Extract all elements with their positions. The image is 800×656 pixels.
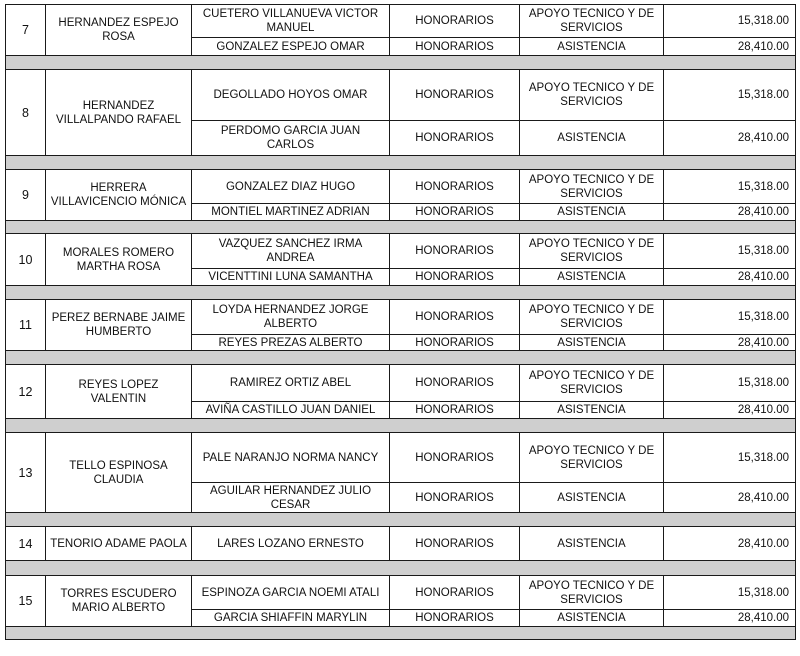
table-row [6, 433, 796, 483]
payment-concept: APOYO TECNICO Y DE SERVICIOS [520, 170, 664, 204]
assistant-name: VAZQUEZ SANCHEZ IRMA ANDREA [192, 234, 390, 269]
assistant-name: PALE NARANJO NORMA NANCY [192, 433, 390, 483]
separator-bar [6, 561, 796, 576]
payment-amount: 28,410.00 [664, 38, 796, 56]
payment-amount: 28,410.00 [664, 204, 796, 221]
table-row [6, 170, 796, 204]
representative-name: MORALES ROMERO MARTHA ROSA [46, 234, 192, 286]
contract-type: HONORARIOS [390, 5, 520, 38]
assistant-name: MONTIEL MARTINEZ ADRIAN [192, 204, 390, 221]
separator-bar [6, 156, 796, 170]
payment-amount: 15,318.00 [664, 5, 796, 38]
payment-concept: APOYO TECNICO Y DE SERVICIOS [520, 576, 664, 610]
payment-concept: ASISTENCIA [520, 38, 664, 56]
representative-name: HERNANDEZ VILLALPANDO RAFAEL [46, 70, 192, 156]
payment-amount: 28,410.00 [664, 402, 796, 419]
contract-type: HONORARIOS [390, 38, 520, 56]
contract-type: HONORARIOS [390, 365, 520, 402]
payment-amount: 15,318.00 [664, 365, 796, 402]
payment-amount: 15,318.00 [664, 300, 796, 335]
contract-type: HONORARIOS [390, 610, 520, 627]
payroll-table [5, 4, 796, 640]
table-row [6, 234, 796, 269]
contract-type: HONORARIOS [390, 402, 520, 419]
payment-amount: 15,318.00 [664, 234, 796, 269]
assistant-name: DEGOLLADO HOYOS OMAR [192, 70, 390, 121]
payment-concept: ASISTENCIA [520, 269, 664, 286]
payment-concept: ASISTENCIA [520, 527, 664, 561]
assistant-name: REYES PREZAS ALBERTO [192, 335, 390, 351]
assistant-name: LARES LOZANO ERNESTO [192, 527, 390, 561]
assistant-name: GONZALEZ DIAZ HUGO [192, 170, 390, 204]
representative-name: HERNANDEZ ESPEJO ROSA [46, 5, 192, 56]
payment-concept: APOYO TECNICO Y DE SERVICIOS [520, 300, 664, 335]
representative-name: TENORIO ADAME PAOLA [46, 527, 192, 561]
contract-type: HONORARIOS [390, 204, 520, 221]
assistant-name: LOYDA HERNANDEZ JORGE ALBERTO [192, 300, 390, 335]
group-number: 11 [6, 300, 46, 351]
representative-name: PEREZ BERNABE JAIME HUMBERTO [46, 300, 192, 351]
payment-amount: 15,318.00 [664, 70, 796, 121]
separator-bar [6, 351, 796, 365]
separator-bar [6, 627, 796, 640]
payment-concept: ASISTENCIA [520, 402, 664, 419]
table-row [6, 527, 796, 561]
representative-name: HERRERA VILLAVICENCIO MÓNICA [46, 170, 192, 221]
contract-type: HONORARIOS [390, 576, 520, 610]
table-row [6, 365, 796, 402]
group-separator [6, 419, 796, 433]
assistant-name: GONZALEZ ESPEJO OMAR [192, 38, 390, 56]
assistant-name: PERDOMO GARCIA JUAN CARLOS [192, 121, 390, 156]
separator-bar [6, 419, 796, 433]
representative-name: TELLO ESPINOSA CLAUDIA [46, 433, 192, 513]
payment-concept: APOYO TECNICO Y DE SERVICIOS [520, 234, 664, 269]
table-row [6, 300, 796, 335]
representative-name: REYES LOPEZ VALENTIN [46, 365, 192, 419]
contract-type: HONORARIOS [390, 335, 520, 351]
payment-concept: ASISTENCIA [520, 121, 664, 156]
group-separator [6, 561, 796, 576]
assistant-name: AVIÑA CASTILLO JUAN DANIEL [192, 402, 390, 419]
group-number: 7 [6, 5, 46, 56]
contract-type: HONORARIOS [390, 269, 520, 286]
assistant-name: RAMIREZ ORTIZ ABEL [192, 365, 390, 402]
payment-amount: 28,410.00 [664, 483, 796, 513]
contract-type: HONORARIOS [390, 70, 520, 121]
group-separator [6, 627, 796, 640]
contract-type: HONORARIOS [390, 433, 520, 483]
contract-type: HONORARIOS [390, 234, 520, 269]
contract-type: HONORARIOS [390, 300, 520, 335]
payment-concept: APOYO TECNICO Y DE SERVICIOS [520, 365, 664, 402]
group-number: 13 [6, 433, 46, 513]
payment-concept: ASISTENCIA [520, 483, 664, 513]
payment-amount: 15,318.00 [664, 433, 796, 483]
group-separator [6, 351, 796, 365]
representative-name: TORRES ESCUDERO MARIO ALBERTO [46, 576, 192, 627]
payment-concept: ASISTENCIA [520, 335, 664, 351]
payment-amount: 28,410.00 [664, 121, 796, 156]
payment-concept: ASISTENCIA [520, 204, 664, 221]
group-separator [6, 156, 796, 170]
separator-bar [6, 513, 796, 527]
separator-bar [6, 286, 796, 300]
group-separator [6, 286, 796, 300]
payment-amount: 15,318.00 [664, 576, 796, 610]
payroll-table-body [6, 5, 796, 640]
group-number: 12 [6, 365, 46, 419]
payment-amount: 28,410.00 [664, 335, 796, 351]
assistant-name: CUETERO VILLANUEVA VICTOR MANUEL [192, 5, 390, 38]
group-number: 15 [6, 576, 46, 627]
payment-concept: APOYO TECNICO Y DE SERVICIOS [520, 433, 664, 483]
assistant-name: AGUILAR HERNANDEZ JULIO CESAR [192, 483, 390, 513]
assistant-name: VICENTTINI LUNA SAMANTHA [192, 269, 390, 286]
group-number: 8 [6, 70, 46, 156]
payment-concept: APOYO TECNICO Y DE SERVICIOS [520, 70, 664, 121]
assistant-name: GARCIA SHIAFFIN MARYLIN [192, 610, 390, 627]
separator-bar [6, 221, 796, 234]
contract-type: HONORARIOS [390, 170, 520, 204]
group-separator [6, 221, 796, 234]
table-row [6, 5, 796, 38]
group-number: 10 [6, 234, 46, 286]
separator-bar [6, 56, 796, 70]
contract-type: HONORARIOS [390, 527, 520, 561]
payment-amount: 28,410.00 [664, 610, 796, 627]
table-row [6, 576, 796, 610]
contract-type: HONORARIOS [390, 483, 520, 513]
payment-concept: APOYO TECNICO Y DE SERVICIOS [520, 5, 664, 38]
assistant-name: ESPINOZA GARCIA NOEMI ATALI [192, 576, 390, 610]
payment-concept: ASISTENCIA [520, 610, 664, 627]
group-separator [6, 56, 796, 70]
group-number: 9 [6, 170, 46, 221]
table-row [6, 70, 796, 121]
payment-amount: 15,318.00 [664, 170, 796, 204]
contract-type: HONORARIOS [390, 121, 520, 156]
group-number: 14 [6, 527, 46, 561]
payment-amount: 28,410.00 [664, 269, 796, 286]
document-page [5, 4, 796, 640]
payment-amount: 28,410.00 [664, 527, 796, 561]
group-separator [6, 513, 796, 527]
